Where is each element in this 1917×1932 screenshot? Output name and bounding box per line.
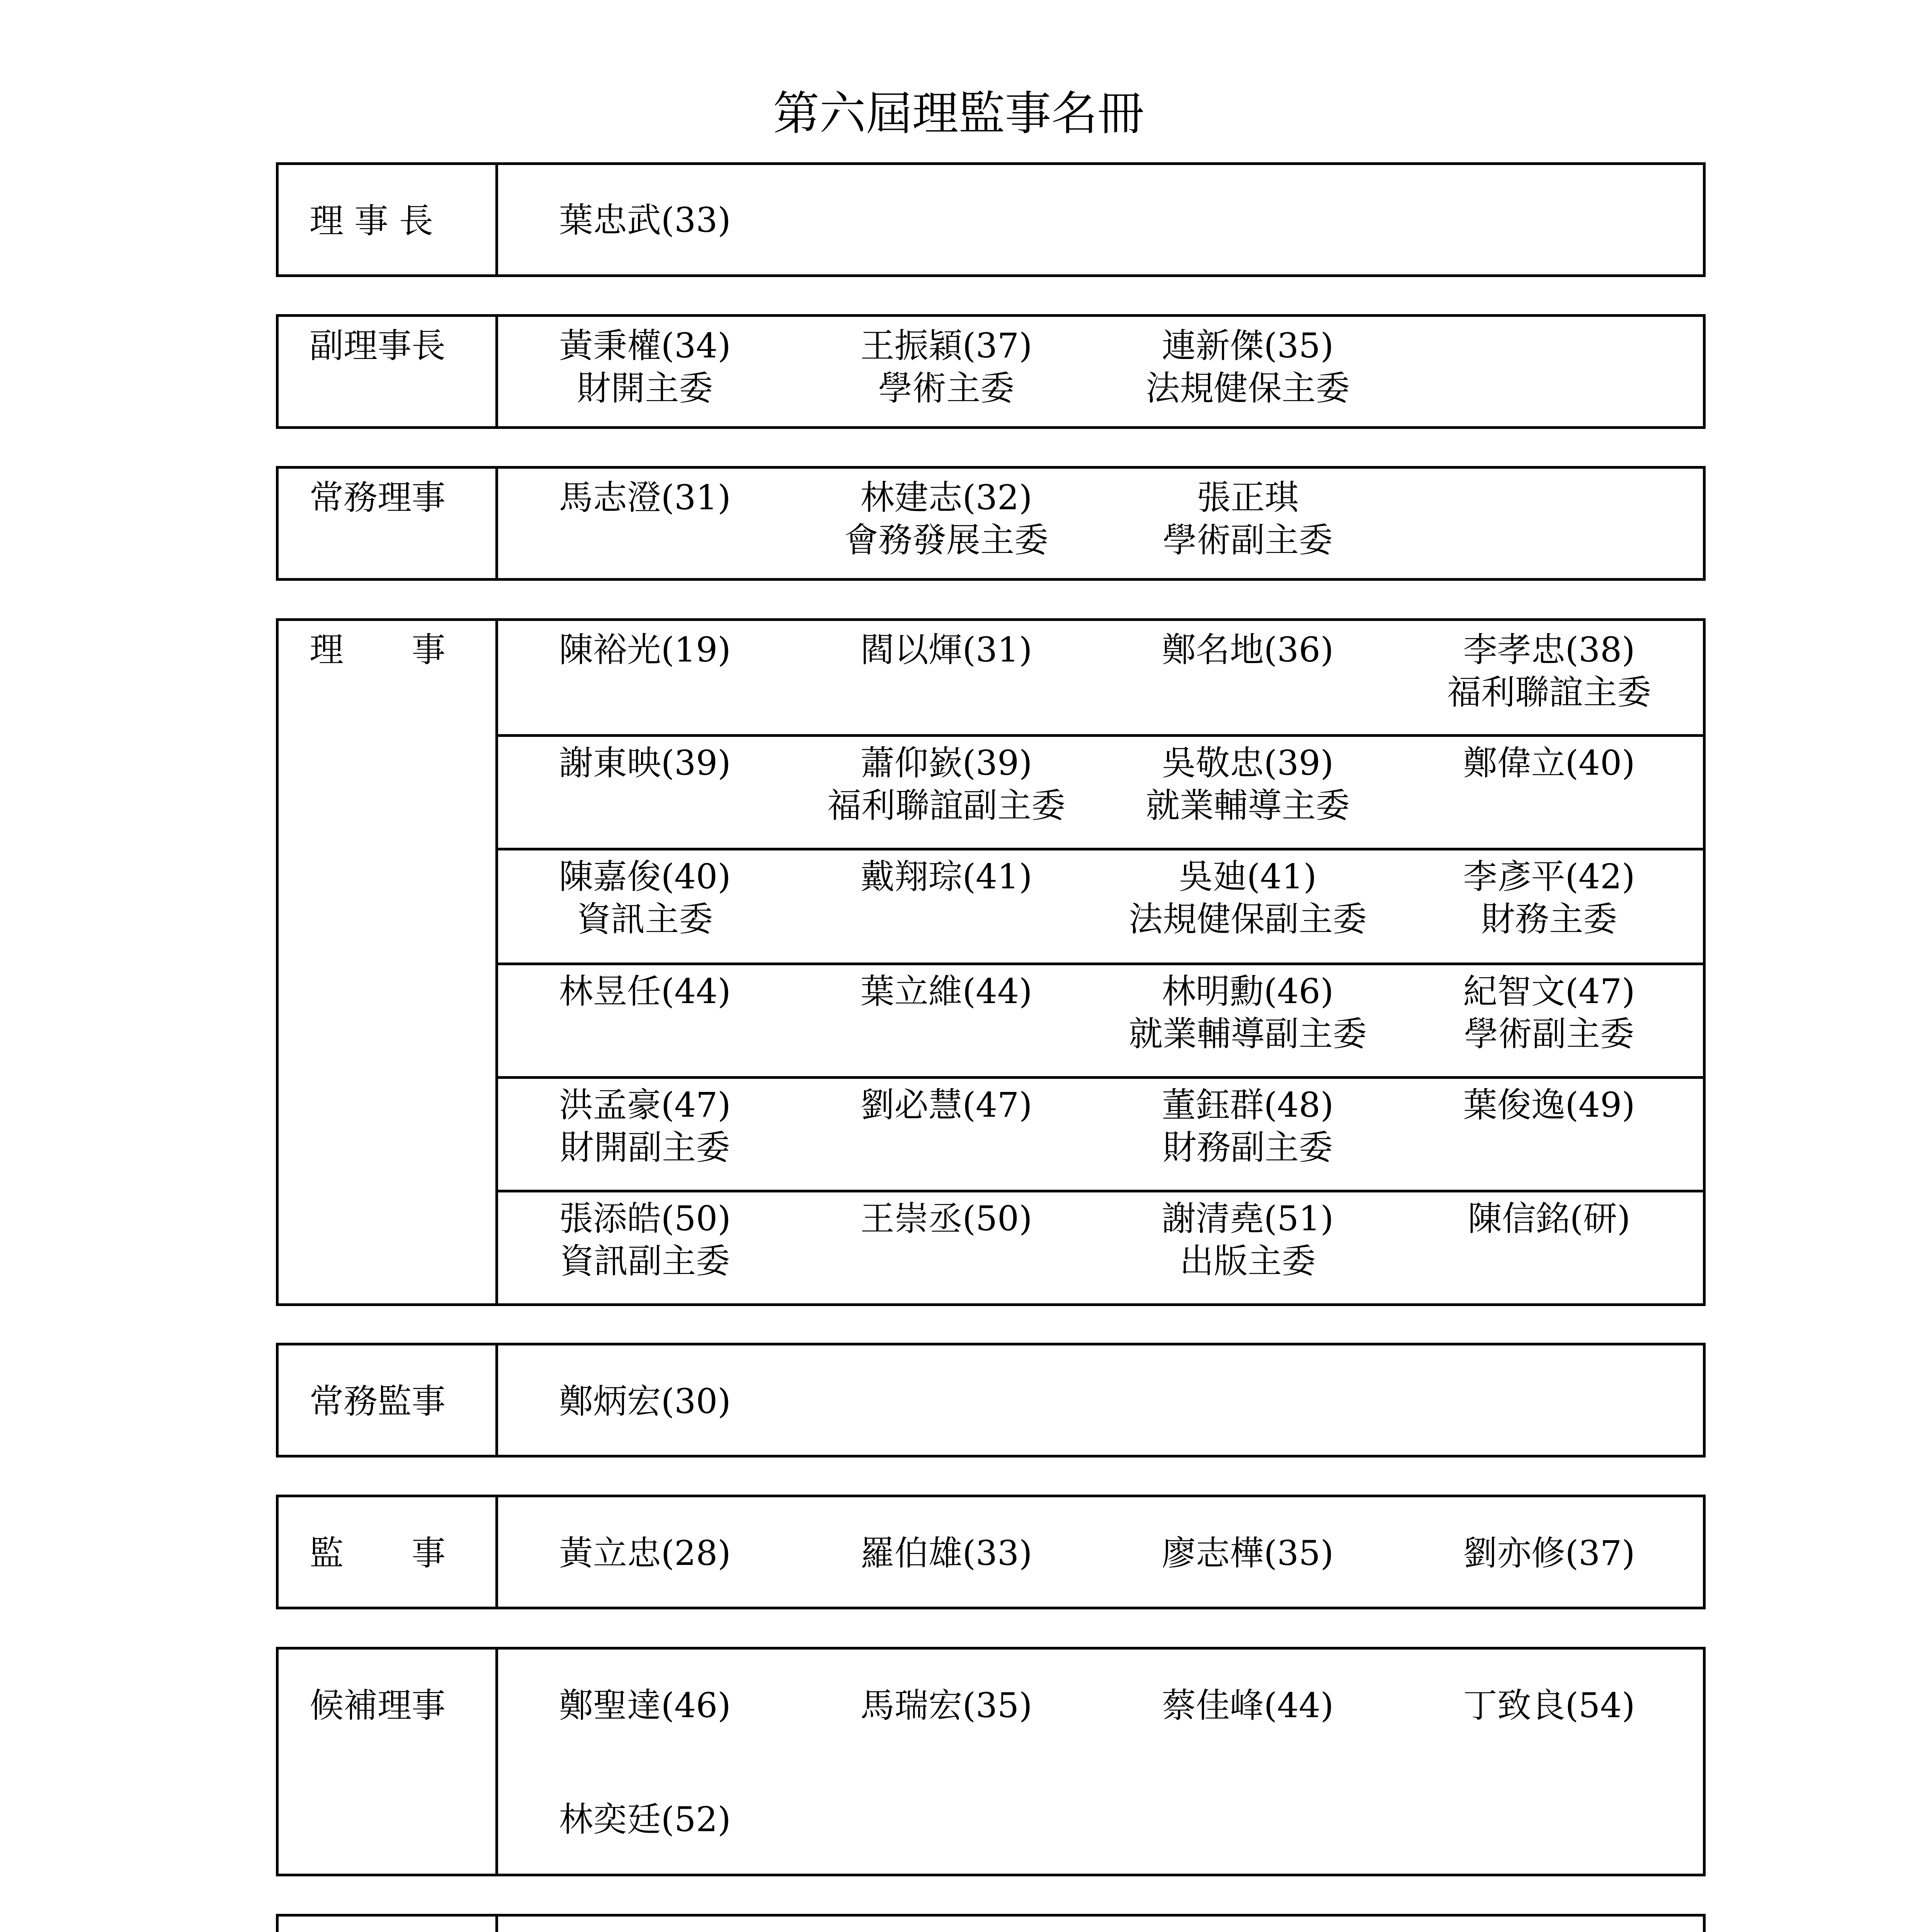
table-row [498, 1497, 1703, 1607]
member-cell [1402, 1532, 1696, 1575]
member-cell [1402, 1084, 1696, 1126]
member-cell [1101, 476, 1395, 561]
member-role: 出版主委 [1179, 1241, 1316, 1281]
section-label: 常務監事 [310, 1381, 446, 1421]
member-name: 謝東映(39) [559, 743, 731, 783]
member-name: 丁致良(54) [1463, 1685, 1635, 1725]
member-cell [799, 1084, 1093, 1126]
member-role: 財開主委 [577, 368, 713, 408]
member-cell [799, 742, 1093, 827]
section-label: 監 事 [310, 1533, 446, 1573]
supervisors-section [276, 1495, 1706, 1609]
standing-directors-section [276, 466, 1706, 581]
member-role: 會務發展主委 [844, 520, 1048, 560]
member-role: 福利聯誼主委 [1447, 672, 1651, 712]
member-role: 資訊副主委 [560, 1241, 730, 1281]
member-name: 連新傑(35) [1162, 326, 1334, 366]
member-name: 陳裕光(19) [559, 630, 731, 670]
member-cell [1101, 325, 1395, 410]
member-name: 陳嘉俊(40) [559, 857, 731, 896]
member-name: 紀智文(47) [1463, 971, 1635, 1011]
member-cell [498, 199, 792, 242]
section-label: 理 事 [310, 630, 446, 670]
member-name: 黃秉權(34) [559, 326, 731, 366]
member-cell [498, 1380, 792, 1423]
member-name: 謝清堯(51) [1162, 1199, 1334, 1238]
member-name: 蔡佳峰(44) [1162, 1685, 1334, 1725]
member-cell [799, 325, 1093, 410]
member-role: 學術主委 [878, 368, 1014, 408]
member-cell [1402, 970, 1696, 1055]
member-name: 吳廸(41) [1179, 857, 1317, 896]
member-cell [1101, 970, 1395, 1055]
secretary-general-section [276, 1914, 1706, 1932]
member-cell [1101, 742, 1395, 827]
member-role: 就業輔導副主委 [1128, 1014, 1367, 1054]
member-cell [498, 855, 792, 940]
member-cell [799, 1532, 1093, 1575]
member-cell [799, 1684, 1093, 1727]
member-name: 戴翔琮(41) [860, 857, 1032, 896]
member-name: 林明勳(46) [1162, 971, 1334, 1011]
member-name: 葉忠武(33) [559, 200, 731, 240]
member-role: 財開副主委 [560, 1128, 730, 1167]
member-role: 就業輔導主委 [1145, 786, 1350, 825]
member-name: 黃立忠(28) [559, 1533, 731, 1573]
member-name: 馬瑞宏(35) [860, 1685, 1032, 1725]
table-row [498, 1345, 1703, 1455]
member-name: 吳敬忠(39) [1162, 743, 1334, 783]
member-cell [799, 970, 1093, 1013]
member-name: 李孝忠(38) [1463, 630, 1635, 670]
member-cell [1101, 1197, 1395, 1282]
member-cell [1101, 1532, 1395, 1575]
member-cell [1101, 1684, 1395, 1727]
vice-chairman-section [276, 314, 1706, 429]
member-name: 葉俊逸(49) [1463, 1085, 1635, 1125]
table-row [498, 317, 1703, 426]
table-row [498, 621, 1703, 734]
member-cell [498, 742, 792, 784]
member-cell [498, 1684, 792, 1727]
member-role: 財務副主委 [1162, 1128, 1333, 1167]
table-row [498, 1076, 1703, 1190]
member-cell [498, 970, 792, 1013]
member-cell [1402, 629, 1696, 714]
member-name: 鄭聖達(46) [559, 1685, 731, 1725]
table-row [498, 1917, 1703, 1932]
page-title: 第六屆理監事名冊 [773, 87, 1144, 141]
table-row [498, 1650, 1703, 1874]
member-name: 葉立維(44) [860, 971, 1032, 1011]
section-label: 副理事長 [310, 326, 446, 366]
member-cell [1101, 855, 1395, 940]
member-cell [498, 476, 792, 519]
member-role: 福利聯誼副主委 [827, 786, 1065, 825]
member-cell [799, 629, 1093, 671]
member-role: 學術副主委 [1162, 520, 1333, 560]
member-cell [498, 325, 792, 410]
member-name: 王崇丞(50) [860, 1199, 1032, 1238]
member-cell [498, 629, 792, 671]
member-name: 林奕廷(52) [559, 1799, 731, 1839]
member-name: 洪孟豪(47) [559, 1085, 731, 1125]
member-name: 陳信銘(研) [1468, 1199, 1631, 1238]
member-cell [1402, 1197, 1696, 1240]
member-cell [1101, 629, 1395, 671]
member-name: 王振穎(37) [860, 326, 1032, 366]
member-role: 財務主委 [1481, 899, 1617, 939]
member-name: 張正琪 [1196, 478, 1299, 517]
member-name: 林昱任(44) [559, 971, 731, 1011]
standing-supervisor-section [276, 1343, 1706, 1458]
table-row [498, 469, 1703, 578]
member-role: 法規健保副主委 [1128, 899, 1367, 939]
directors-section [276, 618, 1706, 1306]
member-cell [498, 1798, 792, 1841]
member-cell [799, 476, 1093, 561]
member-cell [1101, 1084, 1395, 1169]
member-name: 董鈺群(48) [1162, 1085, 1334, 1125]
member-cell [1402, 1684, 1696, 1727]
member-cell [799, 1197, 1093, 1240]
member-name: 廖志樺(35) [1162, 1533, 1334, 1573]
member-name: 閻以煇(31) [860, 630, 1032, 670]
member-role: 資訊主委 [577, 899, 713, 939]
member-name: 鄭名地(36) [1162, 630, 1334, 670]
section-label: 理 事 長 [310, 201, 433, 241]
member-name: 張添皓(50) [559, 1199, 731, 1238]
chairman-section [276, 162, 1706, 277]
alternate-directors-section [276, 1647, 1706, 1876]
member-cell [498, 1532, 792, 1575]
member-cell [498, 1197, 792, 1282]
table-row [498, 165, 1703, 274]
member-cell [799, 855, 1093, 898]
table-row [498, 734, 1703, 848]
member-name: 鄭偉立(40) [1463, 743, 1635, 783]
table-row [498, 1190, 1703, 1303]
member-name: 李彥平(42) [1463, 857, 1635, 896]
table-row [498, 963, 1703, 1076]
member-name: 劉必慧(47) [860, 1085, 1032, 1125]
section-label: 候補理事 [310, 1685, 446, 1725]
member-cell [498, 1084, 792, 1169]
member-cell [1402, 742, 1696, 784]
member-name: 林建志(32) [860, 478, 1032, 517]
member-role: 學術副主委 [1464, 1014, 1634, 1054]
table-row [498, 848, 1703, 963]
member-name: 羅伯雄(33) [860, 1533, 1032, 1573]
section-label: 常務理事 [310, 478, 446, 517]
member-name: 蕭仰嶔(39) [860, 743, 1032, 783]
member-name: 鄭炳宏(30) [559, 1381, 731, 1421]
member-name: 劉亦修(37) [1463, 1533, 1635, 1573]
member-cell [1402, 855, 1696, 940]
member-role: 法規健保主委 [1145, 368, 1350, 408]
member-name: 馬志澄(31) [559, 478, 731, 517]
